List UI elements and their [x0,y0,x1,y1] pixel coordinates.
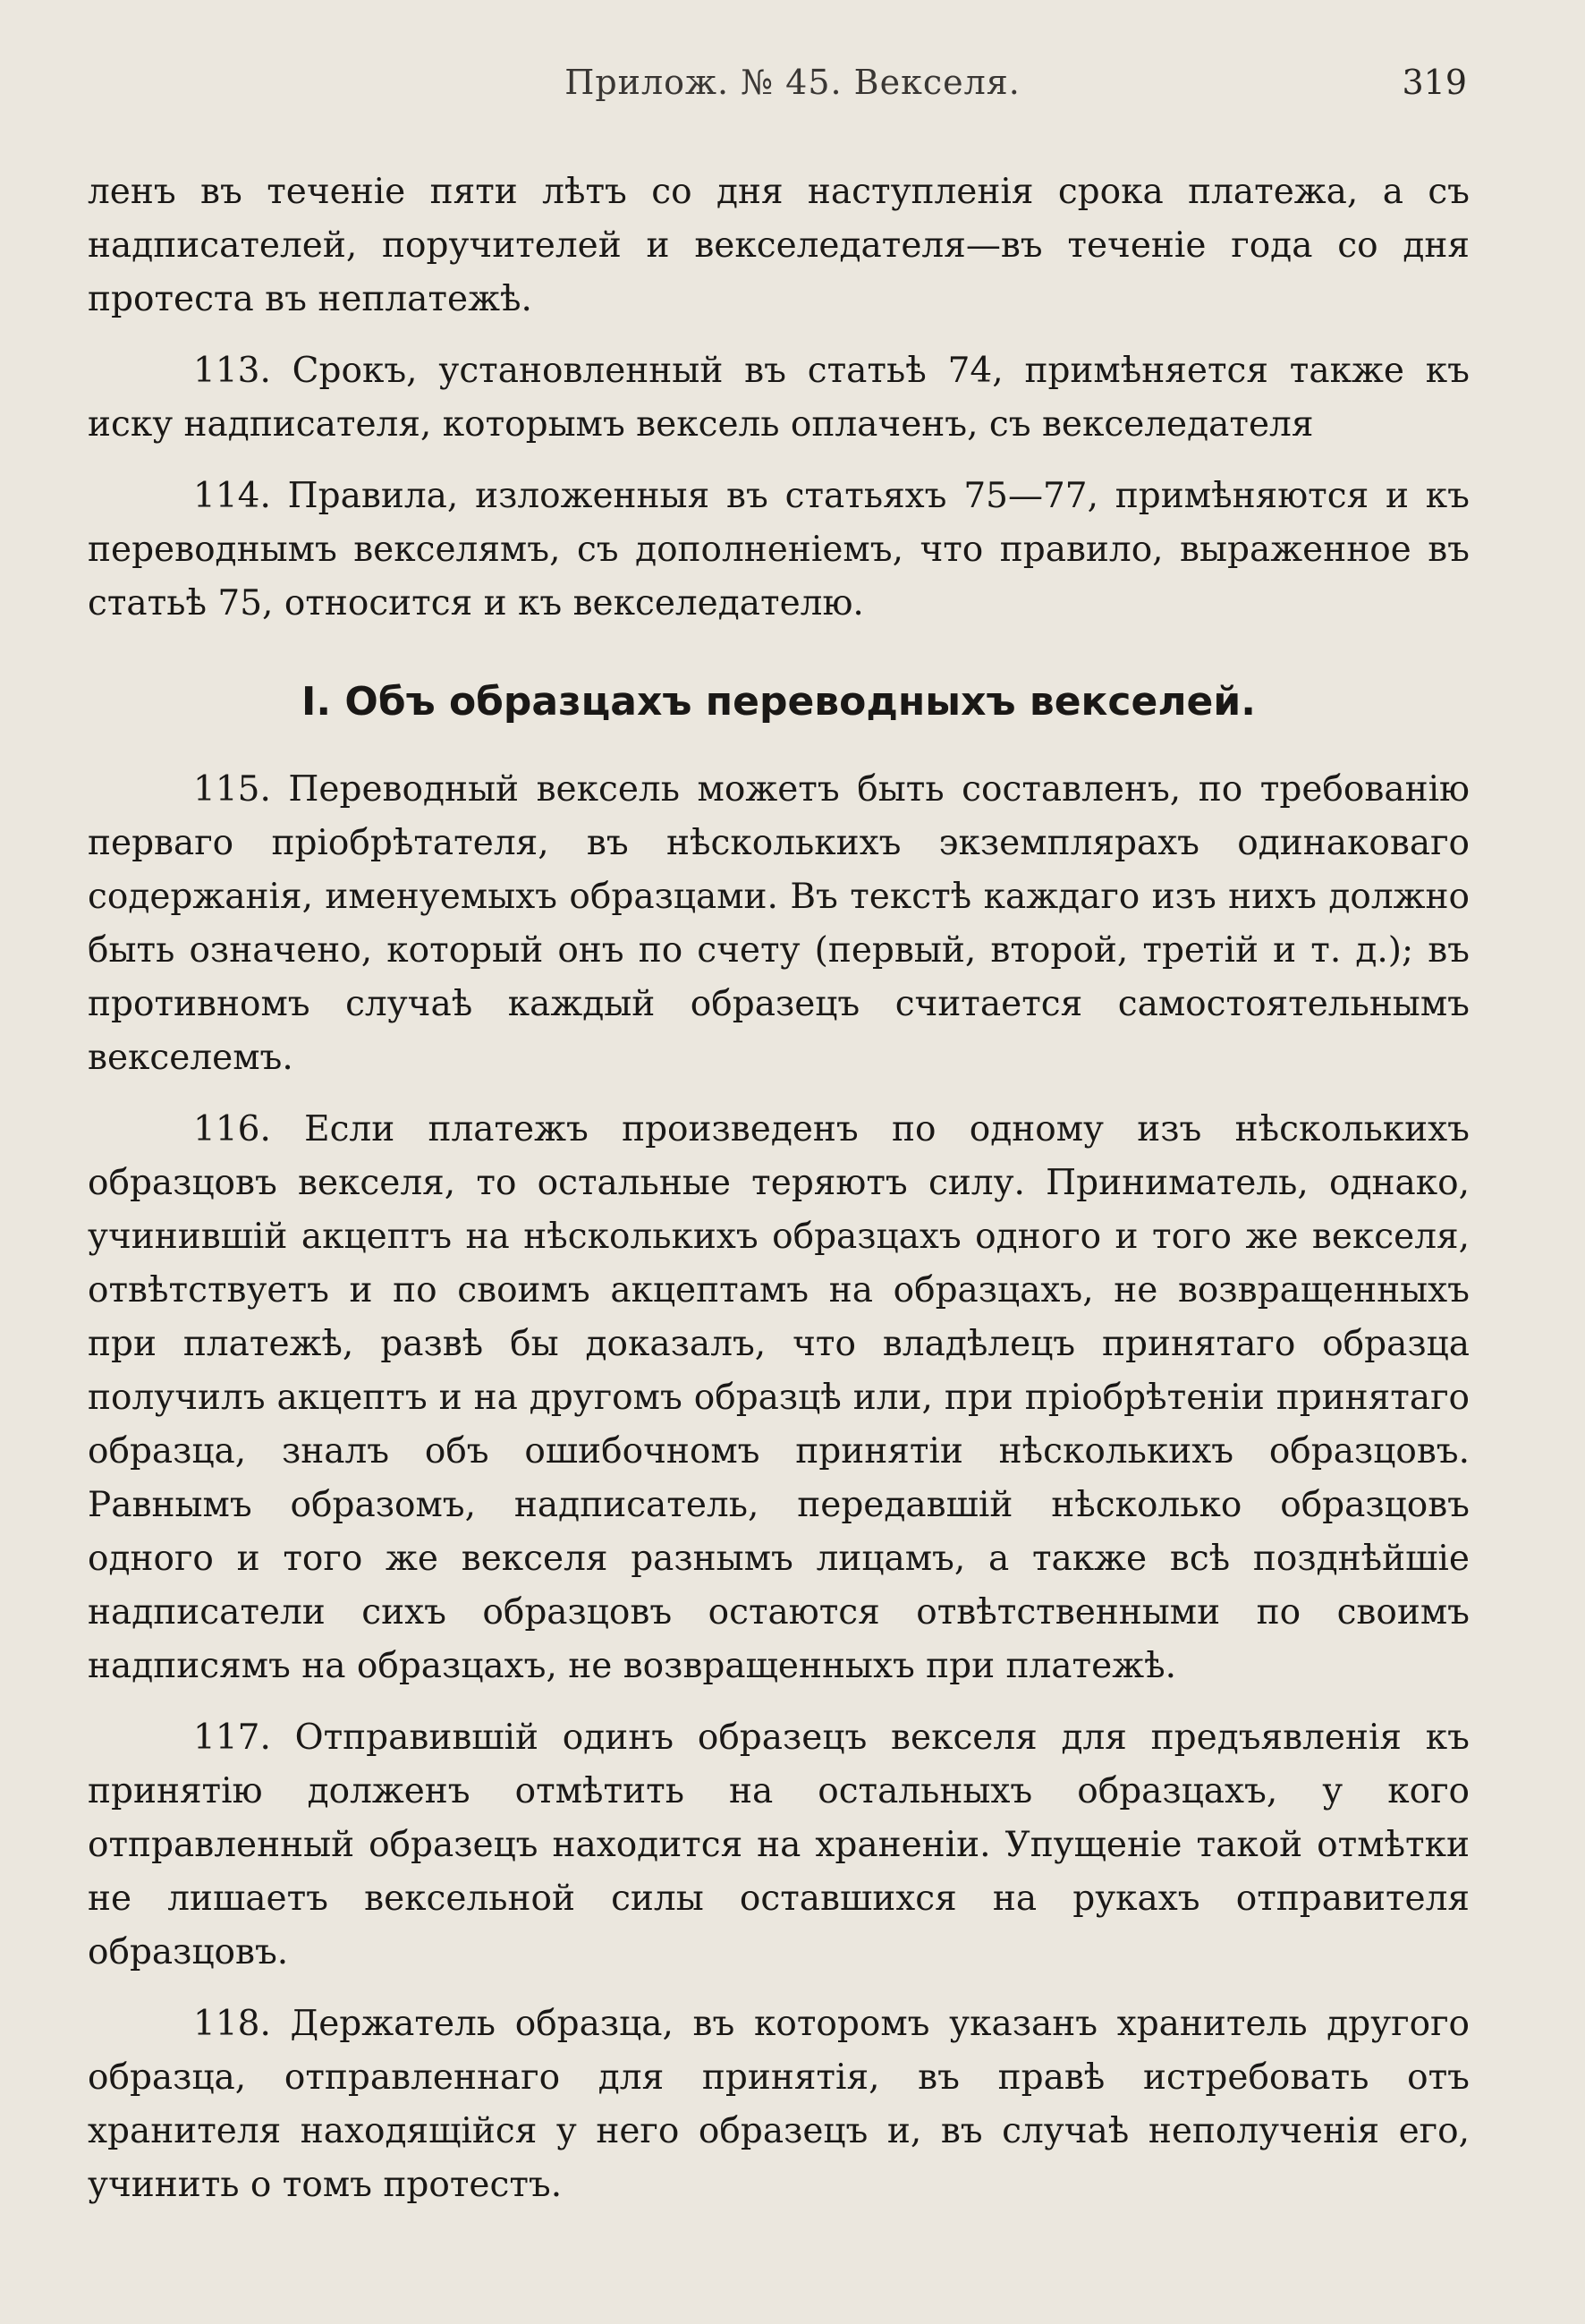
article-113: 113. Срокъ, установленный въ статьѣ 74, примѣняется также къ иску надписателя, которымъ вексель оплаченъ, съ векселедателя [88,351,1470,445]
header-title: Прилож. № 45. Векселя. [564,63,1021,102]
paragraph-continuation: ленъ въ теченіе пяти лѣтъ со дня наступленія срока платежа, а съ надписателей, поручителей и векселедателя—въ теченіе года со дня протеста въ неплатежѣ. [88,172,1470,319]
page-number: 319 [1402,63,1467,102]
running-header [0,63,1585,116]
article-118: 118. Держатель образца, въ которомъ указанъ хранитель другого образца, отправленнаго для принятія, въ правѣ истребовать отъ хранителя находящійся у него образецъ и, въ случаѣ неполученія его, учинить о томъ протестъ. [88,2004,1470,2205]
page-body [88,165,1470,2212]
article-116: 116. Если платежъ произведенъ по одному изъ нѣсколькихъ образцовъ векселя, то остальные теряютъ силу. Приниматель, однако, учинившій акцептъ на нѣсколькихъ образцахъ одного и того же векселя, отвѣтствуетъ и по своимъ акцептамъ на образцахъ, не возвращенныхъ при платежѣ, развѣ бы доказалъ, что владѣлецъ принятаго образца получилъ акцептъ и на другомъ образцѣ или, при пріобрѣтеніи принятаго образца, зналъ объ ошибочномъ принятіи нѣсколькихъ образцовъ. Равнымъ образомъ, надписатель, передавшій нѣсколько образцовъ одного и того же векселя разнымъ лицамъ, а также всѣ позднѣйшіе надписатели сихъ образцовъ остаются отвѣтственными по своимъ надписямъ на образцахъ, не возвращенныхъ при платежѣ. [88,1109,1470,1686]
section-heading: I. Объ образцахъ переводныхъ векселей. [301,679,1256,725]
article-117: 117. Отправившій одинъ образецъ векселя для предъявленія къ принятію долженъ отмѣтить на остальныхъ образцахъ, у кого отправленный образецъ находится на храненіи. Упущеніе такой отмѣтки не лишаетъ вексельной силы оставшихся на рукахъ отправителя образцовъ. [88,1718,1470,1972]
article-114: 114. Правила, изложенныя въ статьяхъ 75—77, примѣняются и къ переводнымъ векселямъ, съ дополненіемъ, что правило, выраженное въ статьѣ 75, относится и къ векселедателю. [88,476,1470,623]
article-115: 115. Переводный вексель можетъ быть составленъ, по требованію перваго пріобрѣтателя, въ нѣсколькихъ экземплярахъ одинаковаго содержанія, именуемыхъ образцами. Въ текстѣ каждаго изъ нихъ должно быть означено, который онъ по счету (первый, второй, третій и т. д.); въ противномъ случаѣ каждый образецъ считается самостоятельнымъ векселемъ. [88,769,1470,1078]
